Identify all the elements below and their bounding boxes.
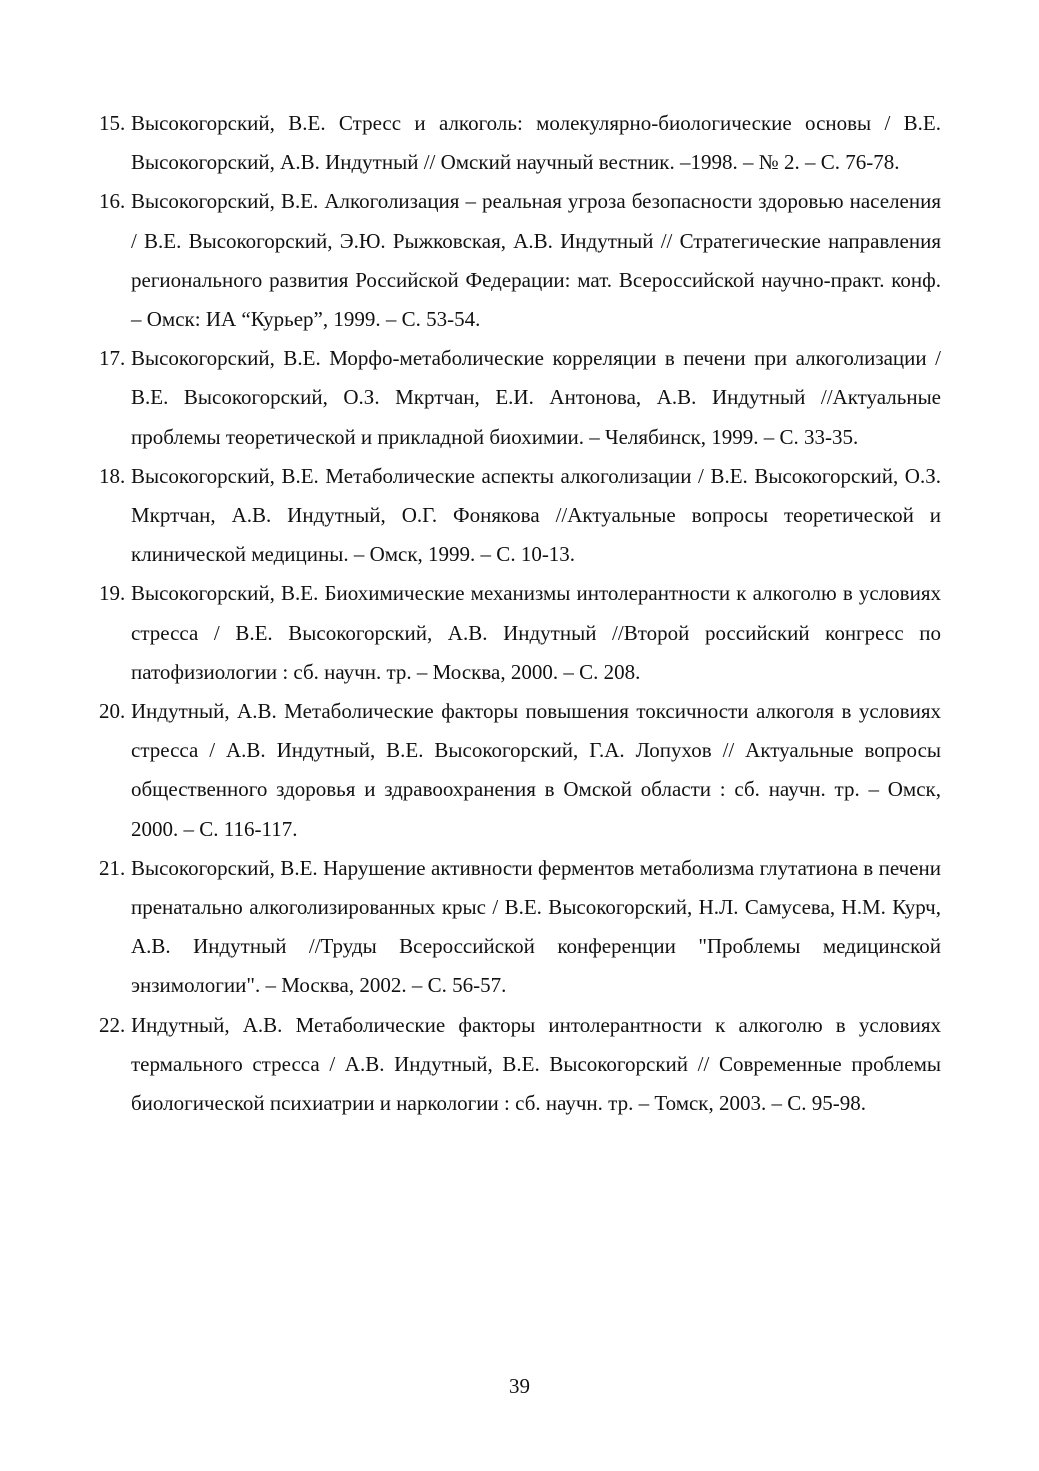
reference-number: 22.: [99, 1012, 126, 1037]
reference-item-22: [99, 1006, 941, 1124]
page-number: 39: [509, 1374, 530, 1398]
reference-text: Высокогорский, В.Е. Морфо-метаболические корреляции в печени при алкоголизации / В.Е. Высокогорский, О.З. Мкртчан, Е.И. Антонова, А.В. Индутный //Актуальные проблемы теоретической и прикладной биохимии. – Челябинск, 1999. – С. 33-35.: [131, 346, 941, 449]
reference-number: 15.: [99, 111, 126, 135]
reference-item-21: [99, 849, 941, 1006]
reference-text: Индутный, А.В. Метаболические факторы интолерантности к алкоголю в условиях термального стресса / А.В. Индутный, В.Е. Высокогорский // Современные проблемы биологической психиатрии и наркологии : сб. научн. тр. – Томск, 2003. – С. 95-98.: [131, 1012, 941, 1116]
reference-item-19: [99, 574, 941, 692]
reference-list: [99, 104, 941, 1123]
reference-item-17: [99, 339, 941, 457]
reference-text: Высокогорский, В.Е. Нарушение активности ферментов метаболизма глутатиона в печени пренатально алкоголизированных крыс / В.Е. Высокогорский, Н.Л. Самусева, Н.М. Курч, А.В. Индутный //Труды Всероссийской конференции "Проблемы медицинской энзимологии". – Москва, 2002. – С. 56-57.: [131, 855, 941, 998]
reference-text: Высокогорский, В.Е. Биохимические механизмы интолерантности к алкоголю в условиях стресса / В.Е. Высокогорский, А.В. Индутный //Второй российский конгресс по патофизиологии : сб. научн. тр. – Москва, 2000. – С. 208.: [131, 581, 941, 684]
reference-number: 20.: [99, 699, 126, 724]
reference-number: 17.: [99, 346, 126, 371]
reference-number: 21.: [99, 855, 126, 880]
reference-text: Индутный, А.В. Метаболические факторы повышения токсичности алкоголя в условиях стресса / А.В. Индутный, В.Е. Высокогорский, Г.А. Лопухов // Актуальные вопросы общественного здоровья и здравоохранения в Омской области : сб. научн. тр. – Омск, 2000. – С. 116-117.: [131, 699, 941, 841]
reference-number: 16.: [99, 189, 126, 214]
reference-text: Высокогорский, В.Е. Метаболические аспекты алкоголизации / В.Е. Высокогорский, О.З. Мкртчан, А.В. Индутный, О.Г. Фонякова //Актуальные вопросы теоретической и клинической медицины. – Омск, 1999. – С. 10-13.: [131, 463, 941, 567]
reference-item-16: [99, 182, 941, 339]
reference-text: Высокогорский, В.Е. Алкоголизация – реальная угроза безопасности здоровью населения / В.Е. Высокогорский, Э.Ю. Рыжковская, А.В. Индутный // Стратегические направления регионального развития Российской Федерации: мат. Всероссийской научно-практ. конф. – Омск: ИА “Курьер”, 1999. – С. 53-54.: [131, 189, 941, 332]
reference-item-15: [99, 104, 941, 182]
reference-item-18: [99, 457, 941, 575]
reference-item-20: [99, 692, 941, 849]
reference-text: Высокогорский, В.Е. Стресс и алкоголь: молекулярно-биологические основы / В.Е. Высокогорский, А.В. Индутный // Омский научный вестник. –1998. – № 2. – С. 76-78.: [131, 111, 941, 175]
reference-number: 18.: [99, 463, 126, 488]
reference-number: 19.: [99, 581, 126, 606]
